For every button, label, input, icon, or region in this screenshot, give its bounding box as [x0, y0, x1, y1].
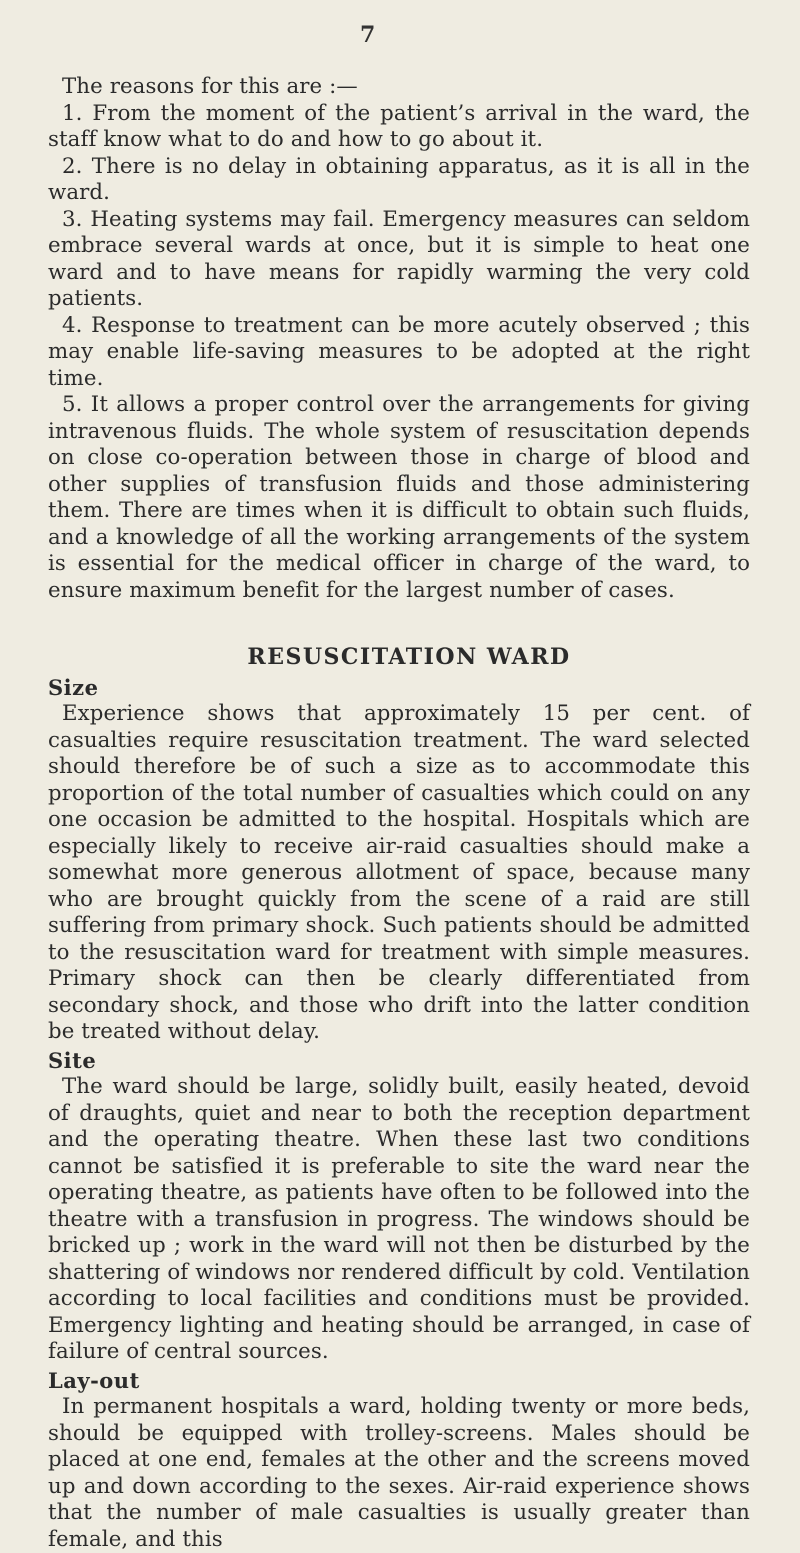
reason-1: 1. From the moment of the patient’s arrival in the ward, the staff know what to do and how to go about it.	[48, 100, 750, 152]
reason-4: 4. Response to treatment can be more acutely observed ; this may enable life-saving measures to be adopted at the right time.	[48, 312, 750, 391]
intro-line: The reasons for this are :—	[62, 74, 358, 99]
subsection-heading-layout: Lay-out	[48, 1367, 140, 1393]
subsection-body-layout: In permanent hospitals a ward, holding twenty or more beds, should be equipped with trolley-screens. Males should be placed at one end, females at the other and the screens moved up and down according to the sexes. Air-raid experience shows that the number of male casualties is usually greater than female, and this	[48, 1394, 750, 1552]
page-number: 7	[360, 22, 376, 48]
reason-5: 5. It allows a proper control over the arrangements for giving intravenous fluids. The whole system of resuscitation depends on close co-operation between those in charge of blood and other supplies of transfusion fluids and those administering them. There are times when it is difficult to obtain such fluids, and a knowledge of all the working arrangements of the system is essential for the medical officer in charge of the ward, to ensure maximum benefit for the largest number of cases.	[48, 392, 750, 603]
reason-3: 3. Heating systems may fail. Emergency measures can seldom embrace several wards at once, but it is simple to heat one ward and to have means for rapidly warming the very cold patients.	[48, 206, 750, 311]
subsection-heading-size: Size	[48, 674, 99, 700]
section-title: RESUSCITATION WARD	[247, 644, 571, 670]
subsection-body-size: Experience shows that approximately 15 per cent. of casualties require resuscitation treatment. The ward selected should therefore be of such a size as to accommodate this proportion of the total number of casualties which could on any one occasion be admitted to the hospital. Hospitals which are especially likely to receive air-raid casualties should make a somewhat more generous allotment of space, because many who are brought quickly from the scene of a raid are still suffering from primary shock. Such patients should be admitted to the resuscitation ward for treatment with simple measures. Primary shock can then be clearly differentiated from secondary shock, and those who drift into the latter condition be treated without delay.	[48, 701, 750, 1044]
subsection-heading-site: Site	[48, 1047, 97, 1073]
reason-2: 2. There is no delay in obtaining apparatus, as it is all in the ward.	[48, 153, 750, 205]
body-text	[48, 74, 750, 1553]
subsection-body-site: The ward should be large, solidly built, easily heated, devoid of draughts, quiet and near to both the reception department and the operating theatre. When these last two conditions cannot be satisfied it is preferable to site the ward near the operating theatre, as patients have often to be followed into the theatre with a transfusion in progress. The windows should be bricked up ; work in the ward will not then be disturbed by the shattering of windows nor rendered difficult by cold. Ventilation according to local facilities and conditions must be provided. Emergency lighting and heating should be arranged, in case of failure of central sources.	[48, 1074, 750, 1364]
